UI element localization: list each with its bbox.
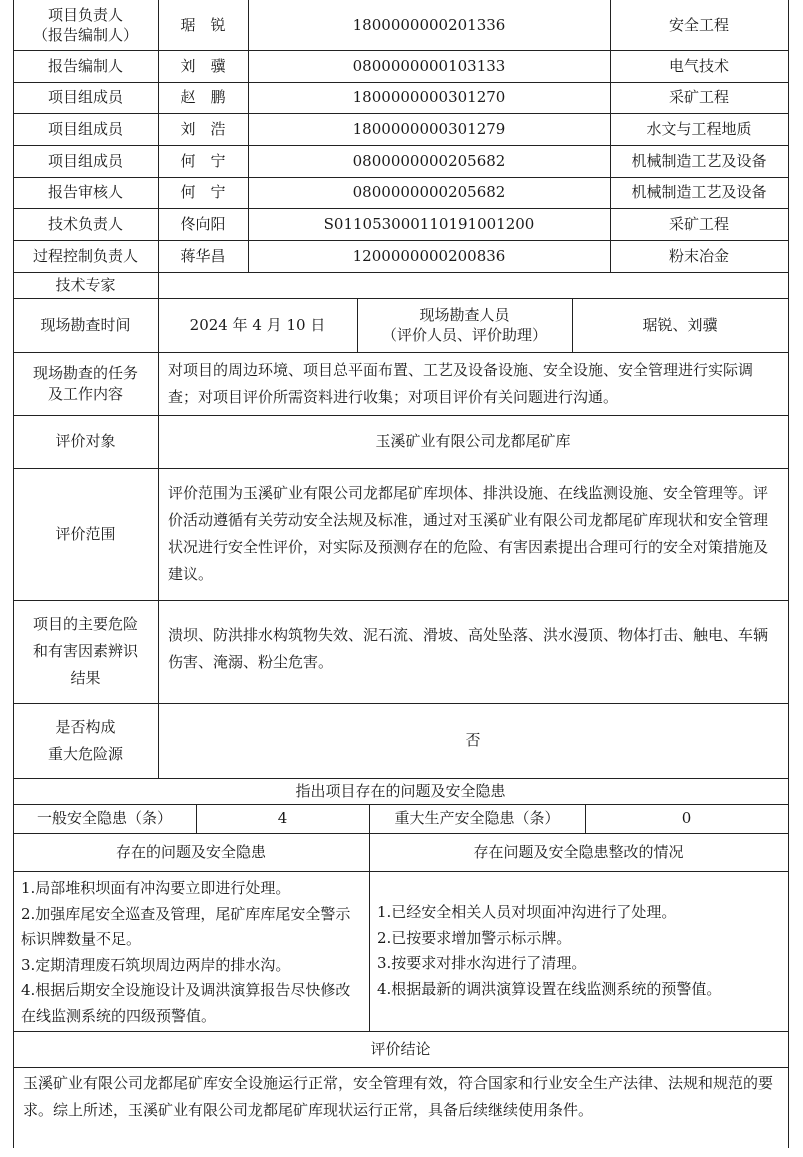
task-label: 现场勘查的任务 及工作内容 [32,364,138,403]
member-role: 技术负责人 [47,214,123,233]
member-major: 安全工程 [668,15,729,34]
member-name: 蒋华昌 [180,246,226,265]
conclusion-header: 评价结论 [370,1039,431,1058]
member-cert: 1800000000201336 [352,15,506,34]
survey-staff-label: 现场勘查人员 （评价人员、评价助理） [381,305,547,344]
member-role: 项目组成员 [47,151,123,170]
member-role: 报告编制人 [47,56,123,75]
object-label: 评价对象 [55,432,116,451]
object-value: 玉溪矿业有限公司龙都尾矿库 [375,432,571,451]
list-item: 2.加强库尾安全巡查及管理，尾矿库库尾安全警示标识牌数量不足。 [21,904,351,948]
member-major: 机械制造工艺及设备 [631,183,767,202]
member-role: 项目组成员 [47,119,123,138]
member-cert: 1800000000301270 [352,88,506,107]
list-item: 1.局部堆积坝面有冲沟要立即进行处理。 [21,879,291,897]
general-hazard-count: 4 [277,809,288,828]
list-item: 1.已经安全相关人员对坝面冲沟进行了处理。 [377,903,677,921]
member-major: 采矿工程 [668,214,729,233]
member-cert: 1800000000301279 [352,119,506,138]
survey-time-label: 现场勘查时间 [40,315,131,334]
scope-label: 评价范围 [55,524,116,543]
conclusion-text: 玉溪矿业有限公司龙都尾矿库安全设施运行正常，安全管理有效，符合国家和行业安全生产法律、法规和规范的要求。综上所述，玉溪矿业有限公司龙都尾矿库现状运行正常，具备后续继续使用条件。 [23,1074,774,1119]
member-major: 采矿工程 [668,88,729,107]
major-hazard-label: 重大生产安全隐患（条） [394,809,560,828]
issues-col-left: 存在的问题及安全隐患 [115,842,266,861]
member-name: 赵 鹏 [180,88,226,107]
member-name: 佟向阳 [180,214,226,233]
member-name: 刘 骥 [180,56,226,75]
survey-staff-value: 琚锐、刘骥 [642,315,718,334]
hazards-label: 项目的主要危险 和有害因素辨识 结果 [32,615,138,687]
issues-col-right: 存在问题及安全隐患整改的情况 [473,842,684,861]
member-name: 何 宁 [180,151,226,170]
list-item: 4.根据后期安全设施设计及调洪演算报告尽快修改在线监测系统的四级预警值。 [21,981,351,1025]
list-item: 3.按要求对排水沟进行了清理。 [377,954,587,972]
member-cert: 0800000000205682 [352,151,506,170]
expert-value [158,272,788,298]
rectification-list [369,871,788,1031]
task-text: 对项目的周边环境、项目总平面布置、工艺及设备设施、安全设施、安全管理进行实际调查；对项目评价所需资料进行收集；对项目评价有关问题进行沟通。 [168,360,754,406]
member-cert: 1200000000200836 [352,246,506,265]
member-major: 电气技术 [668,56,729,75]
member-name: 何 宁 [180,183,226,202]
expert-label: 技术专家 [55,275,116,294]
member-cert: S011053000110191001200 [323,214,535,233]
major-source-value: 否 [465,731,481,750]
survey-time-value: 2024 年 4 月 10 日 [189,315,326,334]
list-item: 3.定期清理废石筑坝周边两岸的排水沟。 [21,955,291,974]
member-role: 项目负责人 （报告编制人） [32,5,138,44]
list-item: 2.已按要求增加警示标示牌。 [377,928,572,947]
member-cert: 0800000000103133 [352,56,506,75]
issues-list [13,871,369,1031]
member-role: 报告审核人 [47,183,123,202]
hazards-text: 溃坝、防洪排水构筑物失效、泥石流、滑坡、高处坠落、洪水漫顶、物体打击、触电、车辆伤害、淹溺、粉尘危害。 [168,626,769,671]
issues-header: 指出项目存在的问题及安全隐患 [295,781,506,800]
major-hazard-count: 0 [681,809,692,828]
major-source-label: 是否构成 重大危险源 [47,717,123,763]
member-major: 粉末冶金 [668,246,729,265]
member-name: 刘 浩 [180,119,226,138]
scope-text: 评价范围为玉溪矿业有限公司龙都尾矿库坝体、排洪设施、在线监测设施、安全管理等。评价活动遵循有关劳动安全法规及标准，通过对玉溪矿业有限公司龙都尾矿库现状和安全管理状况进行安全性评价，对实际及预测存在的危险、有害因素提出合理可行的安全对策措施及建议。 [168,484,769,583]
member-major: 水文与工程地质 [646,119,752,138]
general-hazard-label: 一般安全隐患（条） [36,809,172,828]
member-cert: 0800000000205682 [352,183,506,202]
list-item: 4.根据最新的调洪演算设置在线监测系统的预警值。 [377,979,722,998]
member-role: 过程控制负责人 [32,246,138,265]
member-major: 机械制造工艺及设备 [631,151,767,170]
member-role: 项目组成员 [47,88,123,107]
member-name: 琚 锐 [180,15,226,34]
border-right [788,0,789,1148]
